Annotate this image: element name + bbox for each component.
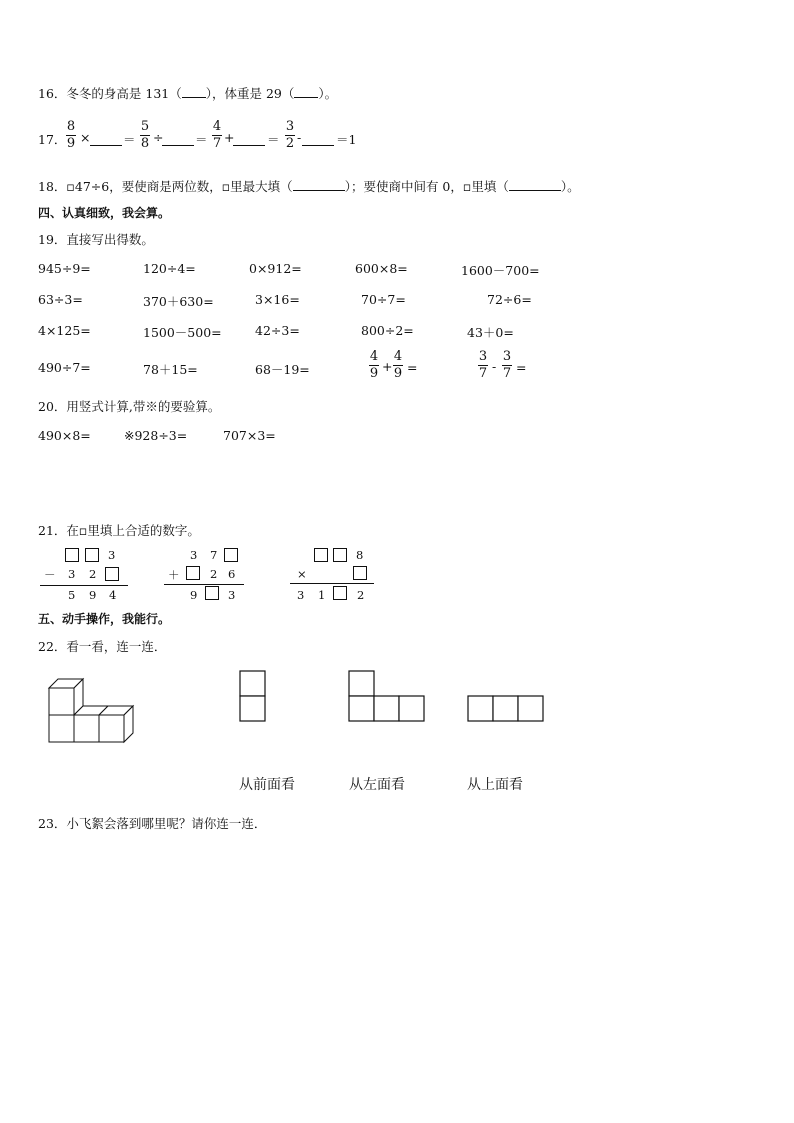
fraction-item: 4 9 bbox=[393, 349, 403, 381]
q17-op4: - bbox=[297, 130, 302, 145]
digit-box[interactable] bbox=[314, 548, 328, 562]
q16-prefix: 16．冬冬的身高是 131（ bbox=[38, 86, 182, 101]
q18-part-c: ）。 bbox=[560, 179, 580, 194]
digit-box[interactable] bbox=[105, 567, 119, 581]
digit-box[interactable] bbox=[65, 548, 79, 562]
digit: 3 bbox=[228, 588, 236, 602]
digit-box[interactable] bbox=[186, 566, 200, 580]
q16-end: ）。 bbox=[318, 86, 338, 101]
q22-title: 22．看一看，连一连． bbox=[38, 639, 167, 654]
digit: 1 bbox=[318, 588, 326, 602]
q18-blank1[interactable] bbox=[293, 190, 345, 191]
section5-heading: 五、动手操作，我能行。 bbox=[38, 612, 171, 626]
calc-item: 0×912= bbox=[249, 261, 302, 276]
weight-unit-blank[interactable] bbox=[294, 97, 318, 98]
q18-part-b: ）；要使商中间有 0，▫里填（ bbox=[344, 179, 509, 194]
calc-item: 78＋15= bbox=[143, 362, 198, 377]
calc-item: 70÷7= bbox=[361, 292, 406, 307]
q17-frac4: 3 2 bbox=[285, 119, 295, 151]
minus-sign: － bbox=[44, 568, 56, 582]
digit: 3 bbox=[108, 548, 116, 562]
digit: 2 bbox=[210, 567, 218, 581]
left-view-label: 从左面看 bbox=[349, 777, 405, 793]
calc-item: 370＋630= bbox=[143, 294, 214, 309]
times-sign: × bbox=[297, 567, 307, 581]
calc-item: 1600－700= bbox=[461, 263, 540, 278]
digit: 3 bbox=[68, 567, 76, 581]
calc-item: 68－19= bbox=[255, 362, 310, 377]
digit: 9 bbox=[190, 588, 198, 602]
digit: 8 bbox=[356, 548, 364, 562]
calc-item: 490÷7= bbox=[38, 360, 91, 375]
q17-op3: + bbox=[224, 130, 235, 145]
frac-op: + bbox=[382, 359, 393, 374]
digit-box[interactable] bbox=[85, 548, 99, 562]
digit-box[interactable] bbox=[333, 586, 347, 600]
fraction-item: 4 9 bbox=[369, 349, 379, 381]
frac-eq: = bbox=[516, 360, 527, 375]
digit-box[interactable] bbox=[224, 548, 238, 562]
calc-item: ※928÷3= bbox=[124, 428, 188, 443]
calc-item: 800÷2= bbox=[361, 323, 414, 338]
digit: 3 bbox=[190, 548, 198, 562]
q16-mid: ），体重是 29（ bbox=[205, 86, 295, 101]
q16 bbox=[38, 84, 337, 102]
view-option-l-shape[interactable] bbox=[348, 670, 428, 724]
calc-item: 3×16= bbox=[255, 292, 300, 307]
digit: 2 bbox=[357, 588, 365, 602]
frac-eq: = bbox=[407, 360, 418, 375]
q17-label: 17． bbox=[38, 132, 67, 147]
digit-box[interactable] bbox=[333, 548, 347, 562]
fraction-item: 3 7 bbox=[502, 349, 512, 381]
digit: 2 bbox=[89, 567, 97, 581]
q17-frac2: 5 8 bbox=[140, 119, 150, 151]
q20-title: 20．用竖式计算,带※的要验算。 bbox=[38, 399, 221, 414]
cube-stack-figure bbox=[48, 678, 138, 744]
digit: 9 bbox=[89, 588, 97, 602]
calc-item: 1500－500= bbox=[143, 325, 222, 340]
calc-item: 707×3= bbox=[223, 428, 276, 443]
digit: 5 bbox=[68, 588, 76, 602]
calc-item: 42÷3= bbox=[255, 323, 300, 338]
digit: 4 bbox=[109, 588, 117, 602]
front-view-label: 从前面看 bbox=[239, 777, 295, 793]
calc-item: 72÷6= bbox=[487, 292, 532, 307]
result-line bbox=[40, 585, 128, 586]
height-unit-blank[interactable] bbox=[182, 97, 206, 98]
q18-blank2[interactable] bbox=[509, 190, 561, 191]
calc-item: 4×125= bbox=[38, 323, 91, 338]
top-view-label: 从上面看 bbox=[467, 777, 523, 793]
calc-item: 43＋0= bbox=[467, 325, 514, 340]
q17-blank3[interactable] bbox=[233, 131, 265, 146]
q17-eq1: ＝ bbox=[123, 132, 136, 147]
plus-sign: ＋ bbox=[168, 568, 180, 582]
q19-title: 19．直接写出得数。 bbox=[38, 232, 154, 247]
digit: 3 bbox=[297, 588, 305, 602]
digit-box[interactable] bbox=[353, 566, 367, 580]
q17-eq3: ＝ bbox=[267, 132, 280, 147]
frac-op: - bbox=[492, 359, 497, 374]
q17-blank1[interactable] bbox=[90, 131, 122, 146]
q17-frac3: 4 7 bbox=[212, 119, 222, 151]
q17-op2: ÷ bbox=[153, 130, 164, 145]
q17-op1: × bbox=[80, 130, 91, 145]
q18 bbox=[38, 177, 580, 195]
q17-eq2: ＝ bbox=[195, 132, 208, 147]
calc-item: 63÷3= bbox=[38, 292, 83, 307]
calc-item: 600×8= bbox=[355, 261, 408, 276]
q18-part-a: 18．▫47÷6，要使商是两位数，▫里最大填（ bbox=[38, 179, 293, 194]
q17-blank4[interactable] bbox=[302, 131, 334, 146]
digit-box[interactable] bbox=[205, 586, 219, 600]
result-line bbox=[164, 584, 244, 585]
q23-title: 23．小飞絮会落到哪里呢？请你连一连． bbox=[38, 816, 267, 831]
fraction-item: 3 7 bbox=[478, 349, 488, 381]
q17-frac1: 8 9 bbox=[66, 119, 76, 151]
q21-title: 21．在▫里填上合适的数字。 bbox=[38, 523, 200, 538]
q17-blank2[interactable] bbox=[162, 131, 194, 146]
result-line bbox=[290, 583, 374, 584]
calc-item: 490×8= bbox=[38, 428, 91, 443]
digit: 6 bbox=[228, 567, 236, 581]
calc-item: 120÷4= bbox=[143, 261, 196, 276]
view-option-vertical-2[interactable] bbox=[239, 670, 267, 724]
view-option-row-3[interactable] bbox=[467, 695, 547, 723]
calc-item: 945÷9= bbox=[38, 261, 91, 276]
section4-heading: 四、认真细致，我会算。 bbox=[38, 206, 171, 220]
q17-eq4: ＝1 bbox=[336, 132, 357, 147]
digit: 7 bbox=[210, 548, 218, 562]
